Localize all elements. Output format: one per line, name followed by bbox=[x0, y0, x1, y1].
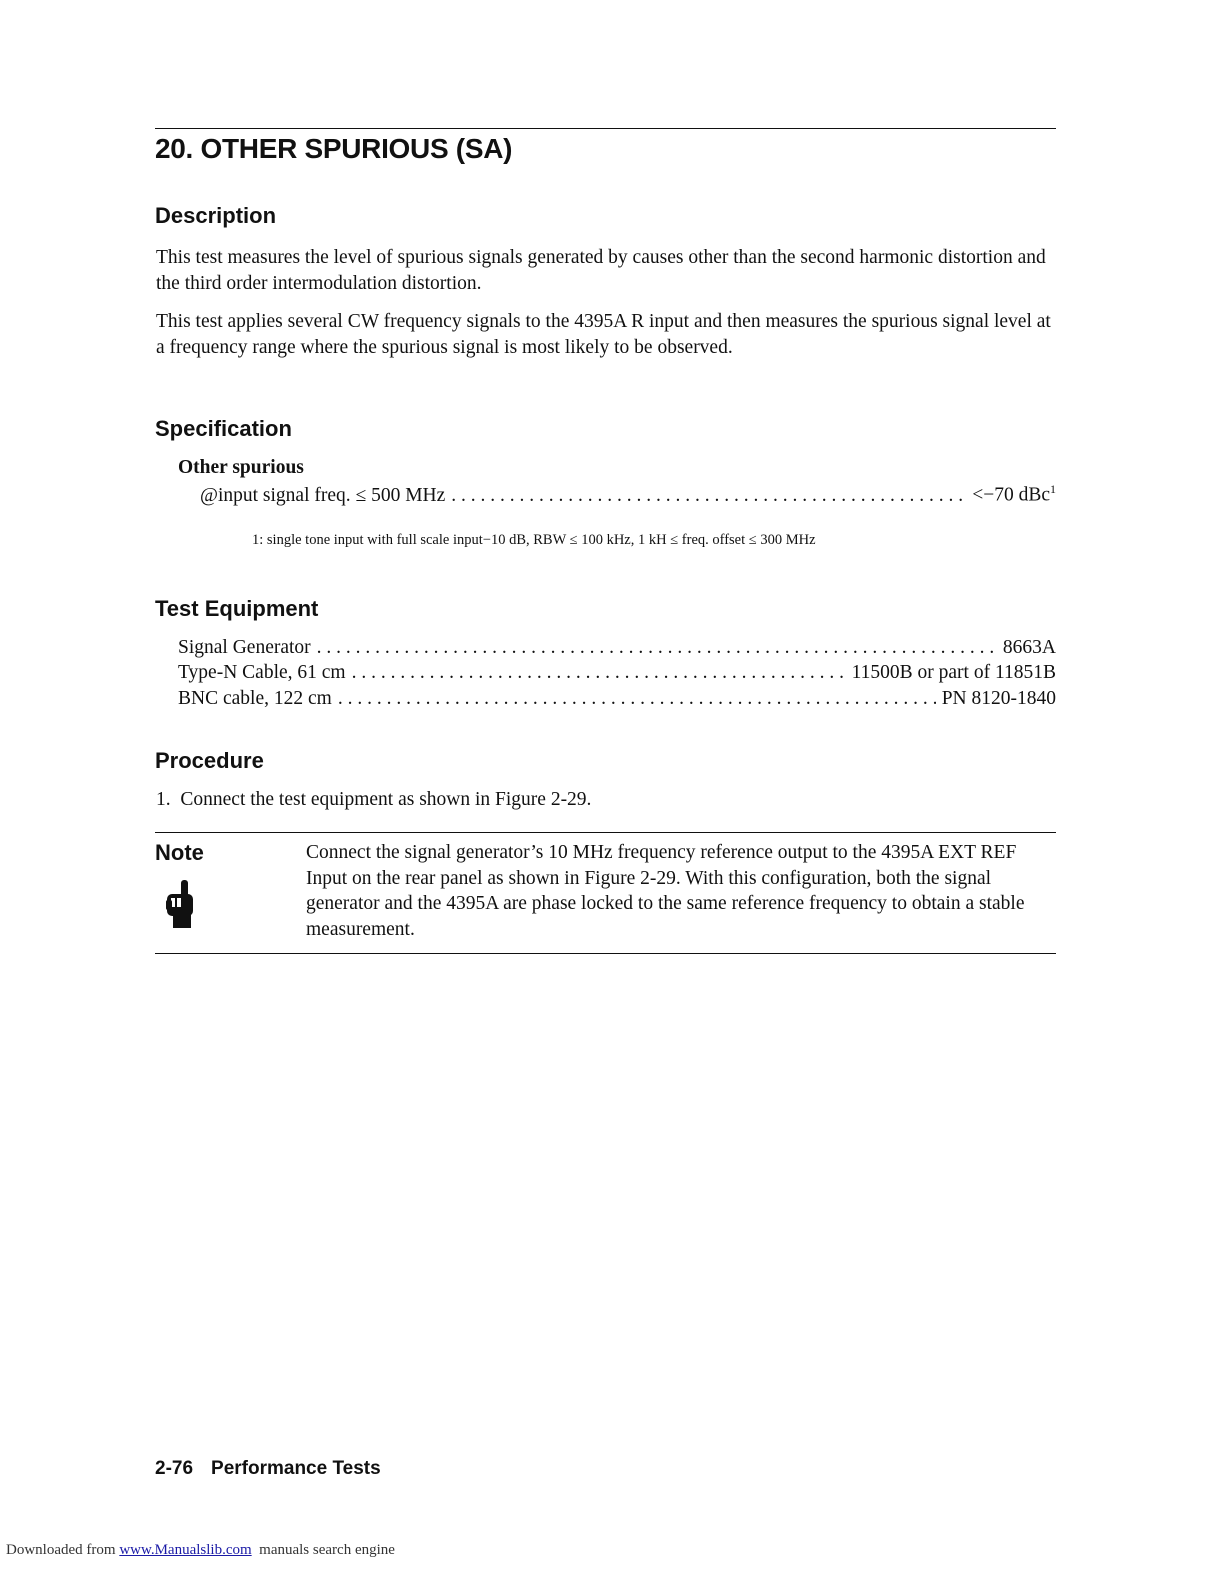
description-paragraph-1: This test measures the level of spurious signals generated by causes other than the second harmonic distortion and the third order intermodulation distortion. bbox=[156, 247, 1046, 294]
equipment-row bbox=[178, 637, 1056, 659]
section-title: 20. OTHER SPURIOUS (SA) bbox=[155, 133, 513, 164]
test-equipment-heading: Test Equipment bbox=[155, 596, 319, 621]
manualslib-link[interactable]: www.Manualslib.com bbox=[119, 1542, 252, 1558]
leader-dots bbox=[317, 637, 997, 659]
procedure-heading: Procedure bbox=[155, 748, 264, 773]
note-text: Connect the signal generator’s 10 MHz frequency reference output to the 4395A EXT REF Input on the rear panel as shown in Figure 2-29. With this configuration, both the signal generator and the 4395A are phase locked to the same reference frequency to obtain a stable measurement. bbox=[306, 842, 1025, 940]
equipment-name: BNC cable, 122 cm bbox=[178, 688, 332, 709]
equipment-part: 11500B or part of 11851B bbox=[851, 662, 1056, 683]
download-suffix: manuals search engine bbox=[251, 1542, 395, 1558]
title-rule bbox=[155, 128, 1056, 129]
equipment-part: 8663A bbox=[1002, 637, 1056, 658]
pointing-hand-icon bbox=[163, 878, 197, 930]
page-number: 2-76 bbox=[155, 1458, 194, 1479]
page-footer bbox=[155, 1458, 381, 1480]
download-banner bbox=[6, 1542, 395, 1559]
description-paragraph-2: This test applies several CW frequency signals to the 4395A R input and then measures the spurious signal level at a frequency range where the spurious signal is most likely to be observed. bbox=[156, 311, 1051, 358]
equipment-name: Signal Generator bbox=[178, 637, 311, 658]
footnote-marker: 1 bbox=[1050, 482, 1056, 496]
chapter-title: Performance Tests bbox=[211, 1458, 381, 1479]
spec-row bbox=[200, 482, 1056, 507]
description-heading: Description bbox=[155, 203, 277, 228]
leader-dots bbox=[338, 688, 936, 710]
specification-heading: Specification bbox=[155, 416, 292, 441]
leader-dots bbox=[451, 485, 966, 507]
spec-item-title: Other spurious bbox=[178, 457, 304, 478]
spec-footnote: 1: single tone input with full scale input−10 dB, RBW ≤ 100 kHz, 1 kH ≤ freq. offset ≤ 300 MHz bbox=[252, 532, 816, 548]
note-bottom-rule bbox=[155, 953, 1056, 954]
equipment-name: Type-N Cable, 61 cm bbox=[178, 662, 346, 683]
procedure-step-1: 1. Connect the test equipment as shown in Figure 2-29. bbox=[156, 789, 592, 810]
spec-value: <−70 dBc bbox=[972, 484, 1050, 506]
spec-condition: @input signal freq. ≤ 500 MHz bbox=[200, 484, 446, 506]
note-top-rule bbox=[155, 832, 1056, 833]
equipment-part: PN 8120-1840 bbox=[941, 688, 1056, 709]
equipment-row bbox=[178, 688, 1056, 710]
spec-value-group bbox=[972, 482, 1056, 507]
leader-dots bbox=[352, 662, 846, 684]
download-prefix: Downloaded from bbox=[6, 1542, 120, 1558]
equipment-row bbox=[178, 662, 1056, 684]
note-label: Note bbox=[155, 840, 204, 865]
